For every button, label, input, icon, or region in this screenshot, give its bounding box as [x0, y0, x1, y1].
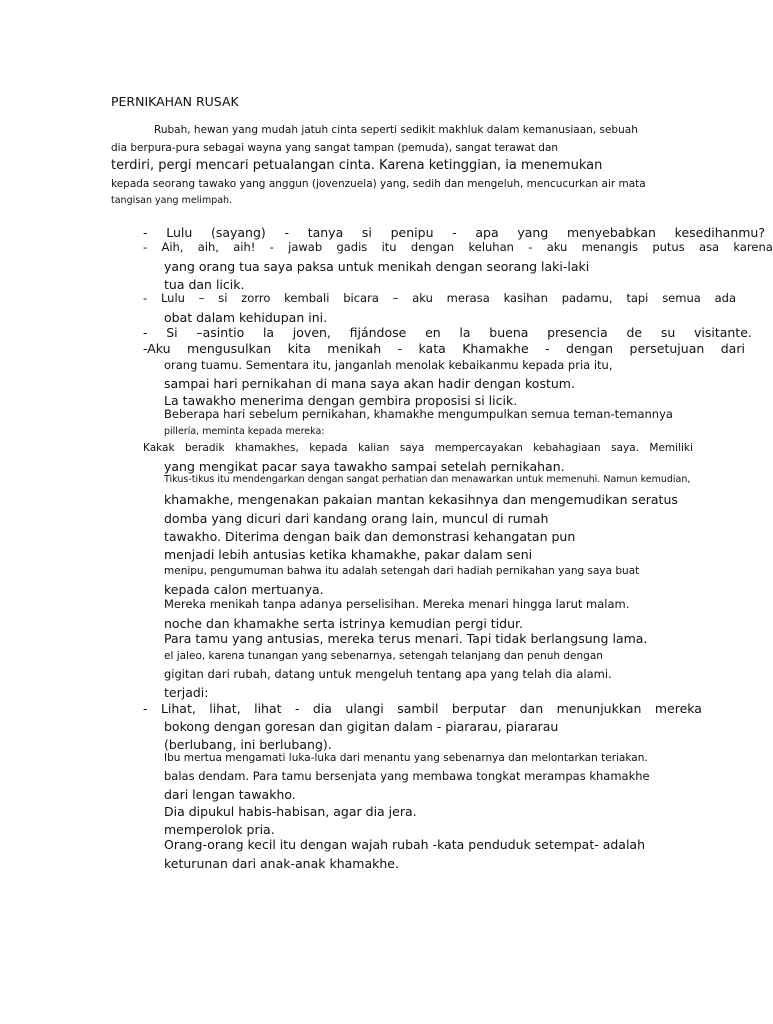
text-line: tua dan licik. — [164, 277, 245, 292]
text-line: yang mengikat pacar saya tawakho sampai setelah pernikahan. — [164, 459, 565, 474]
text-line: Kakak beradik khamakhes, kepada kalian saya mempercayakan kebahagiaan saya. Memiliki — [143, 442, 693, 454]
text-line: sampai hari pernikahan di mana saya akan hadir dengan kostum. — [164, 376, 575, 391]
document-title: PERNIKAHAN RUSAK — [111, 94, 239, 109]
text-line: Para tamu yang antusias, mereka terus menari. Tapi tidak berlangsung lama. — [164, 631, 648, 646]
text-line: tangisan yang melimpah. — [111, 195, 233, 206]
text-line: Rubah, hewan yang mudah jatuh cinta seperti sedikit makhluk dalam kemanusiaan, sebuah — [154, 124, 638, 136]
text-line: menipu, pengumuman bahwa itu adalah setengah dari hadiah pernikahan yang saya buat — [164, 565, 640, 577]
text-line: Dia dipukul habis-habisan, agar dia jera. — [164, 804, 417, 819]
text-line: - Si –asintio la joven, fijándose en la buena presencia de su visitante. — [143, 325, 752, 340]
text-line: yang orang tua saya paksa untuk menikah dengan seorang laki-laki — [164, 259, 590, 274]
text-line: el jaleo, karena tunangan yang sebenarnya, setengah telanjang dan penuh dengan — [164, 650, 603, 662]
text-line: Beberapa hari sebelum pernikahan, khamakhe mengumpulkan semua teman-temannya — [164, 407, 673, 421]
text-line: dari lengan tawakho. — [164, 787, 296, 802]
text-line: obat dalam kehidupan ini. — [164, 310, 328, 325]
text-line: bokong dengan goresan dan gigitan dalam - piararau, piararau — [164, 719, 559, 734]
text-line: tawakho. Diterima dengan baik dan demonstrasi kehangatan pun — [164, 529, 576, 544]
text-line: -Aku mengusulkan kita menikah - kata Khamakhe - dengan persetujuan dari — [143, 341, 745, 356]
text-line: - Lulu (sayang) - tanya si penipu - apa yang menyebabkan kesedihanmu? — [143, 225, 765, 240]
text-line: Tikus-tikus itu mendengarkan dengan sangat perhatian dan menawarkan untuk memenuhi. Namun kemudian, — [164, 474, 691, 485]
text-line: orang tuamu. Sementara itu, janganlah menolak kebaikanmu kepada pria itu, — [164, 358, 613, 372]
text-line: - Lihat, lihat, lihat - dia ulangi sambil berputar dan menunjukkan mereka — [143, 701, 702, 716]
text-line: dia berpura-pura sebagai wayna yang sangat tampan (pemuda), sangat terawat dan — [111, 142, 559, 154]
text-line: - Aih, aih, aih! - jawab gadis itu dengan keluhan - aku menangis putus asa karena — [143, 240, 773, 254]
text-line: - Lulu – si zorro kembali bicara – aku merasa kasihan padamu, tapi semua ada — [143, 291, 736, 305]
text-line: domba yang dicuri dari kandang orang lain, muncul di rumah — [164, 511, 549, 526]
text-line: menjadi lebih antusias ketika khamakhe, pakar dalam seni — [164, 547, 533, 562]
text-line: noche dan khamakhe serta istrinya kemudian pergi tidur. — [164, 616, 523, 631]
text-line: memperolok pria. — [164, 822, 275, 837]
text-line: terdiri, pergi mencari petualangan cinta. Karena ketinggian, ia menemukan — [111, 158, 603, 173]
text-line: keturunan dari anak-anak khamakhe. — [164, 856, 399, 871]
text-line: (berlubang, ini berlubang). — [164, 737, 332, 752]
text-line: terjadi: — [164, 685, 209, 700]
text-line: pillería, meminta kepada mereka: — [164, 426, 325, 437]
text-line: gigitan dari rubah, datang untuk mengeluh tentang apa yang telah dia alami. — [164, 667, 612, 681]
text-line: kepada seorang tawako yang anggun (jovenzuela) yang, sedih dan mengeluh, mencucurkan air mata — [111, 178, 646, 190]
text-line: Orang-orang kecil itu dengan wajah rubah -kata penduduk setempat- adalah — [164, 837, 646, 852]
text-line: balas dendam. Para tamu bersenjata yang membawa tongkat merampas khamakhe — [164, 769, 650, 783]
text-line: khamakhe, mengenakan pakaian mantan kekasihnya dan mengemudikan seratus — [164, 492, 678, 507]
text-line: La tawakho menerima dengan gembira proposisi si licik. — [164, 393, 518, 408]
text-line: Ibu mertua mengamati luka-luka dari menantu yang sebenarnya dan melontarkan teriakan. — [164, 752, 648, 764]
text-line: kepada calon mertuanya. — [164, 582, 324, 597]
text-line: Mereka menikah tanpa adanya perselisihan. Mereka menari hingga larut malam. — [164, 597, 630, 611]
